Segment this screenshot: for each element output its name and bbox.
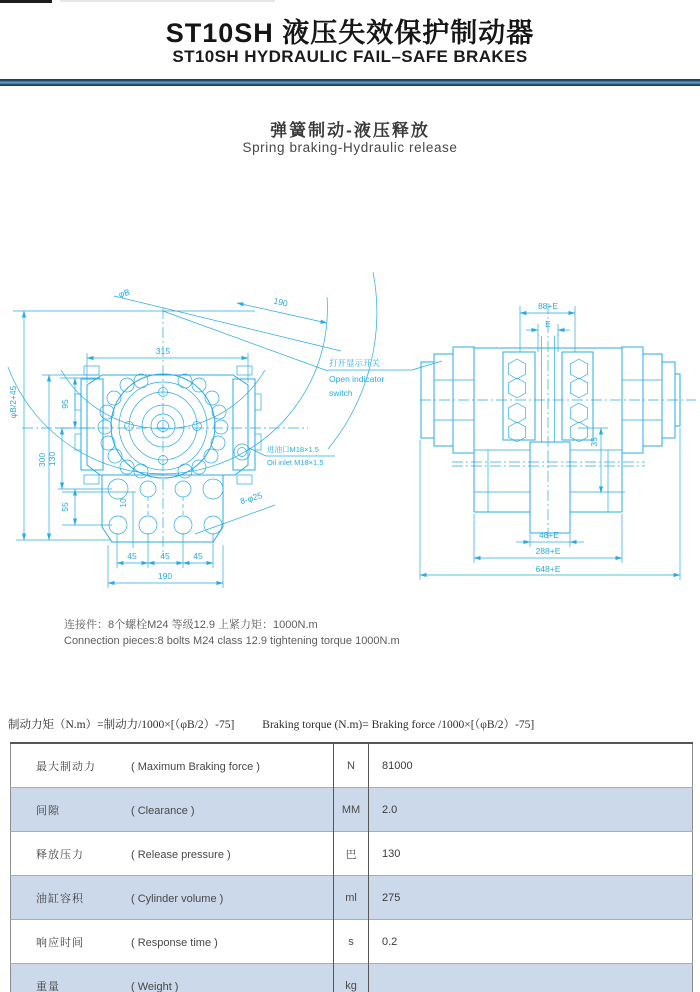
switch-label-en2: switch <box>329 388 353 398</box>
spec-value: 2.0 <box>369 788 693 832</box>
spec-value: 0.2 <box>369 920 693 964</box>
dim-label-130: 130 <box>47 451 57 467</box>
dim-label-phi-b: φB <box>117 286 131 300</box>
dim-label-45-1: 45 <box>127 551 137 561</box>
table-row <box>11 743 693 788</box>
spec-name-cn: 响应时间 <box>36 936 84 949</box>
dim-label-648e: 648+E <box>535 564 561 574</box>
switch-label-en1: Open indicator <box>329 374 385 384</box>
dim-label-45-3: 45 <box>193 551 203 561</box>
spec-name-cn: 最大制动力 <box>36 760 96 773</box>
dim-label-8-phi25: 8-φ25 <box>238 490 264 507</box>
connection-note-cn: 连接件：8个螺栓M24 等级12.9 上紧力矩：1000N.m <box>64 619 318 631</box>
spec-unit: s <box>334 920 369 964</box>
page-subtitle: ST10SH HYDRAULIC FAIL–SAFE BRAKES <box>172 47 528 66</box>
spec-unit: MM <box>334 788 369 832</box>
connection-note <box>64 617 400 649</box>
dim-label-10: 10 <box>118 498 128 508</box>
spec-name-en: ( Cylinder volume ) <box>131 892 224 905</box>
scan-artifact <box>60 0 275 2</box>
technical-drawing <box>0 262 700 614</box>
page-title: ST10SH 液压失效保护制动器 <box>165 18 535 48</box>
braking-torque-formula <box>8 716 698 732</box>
dim-label-300: 300 <box>37 452 47 468</box>
spec-name-en: ( Release pressure ) <box>131 848 231 861</box>
table-row <box>11 788 693 832</box>
dim-label-95: 95 <box>60 399 70 409</box>
dim-label-190-top: 190 <box>272 295 289 309</box>
formula-en: Braking torque (N.m)= Braking force /1000×[（φB/2）-75] <box>262 719 535 731</box>
divider-bar <box>0 79 700 86</box>
dim-label-88e: 88+E <box>537 301 559 311</box>
spec-name-en: ( Weight ) <box>131 980 179 992</box>
spec-value <box>369 964 693 992</box>
spec-name-en: ( Response time ) <box>131 936 218 949</box>
formula-cn: 制动力矩（N.m）=制动力/1000×[（φB/2）-75] <box>8 719 235 731</box>
oil-inlet-label-cn: 进油口M18×1.5 <box>267 445 319 454</box>
table-row <box>11 920 693 964</box>
section-title-cn: 弹簧制动-液压释放 <box>270 121 430 140</box>
dim-label-e: E <box>545 319 551 329</box>
spec-value: 130 <box>369 832 693 876</box>
front-view-drawing <box>8 272 377 588</box>
spec-name-cn: 释放压力 <box>36 848 84 861</box>
table-row <box>11 876 693 920</box>
spec-name-en: ( Clearance ) <box>131 804 195 817</box>
dim-label-55: 55 <box>60 502 70 512</box>
connection-note-en: Connection pieces:8 bolts M24 class 12.9 tightening torque 1000N.m <box>64 635 400 647</box>
spec-name-cn: 油缸容积 <box>36 892 84 905</box>
oil-inlet-label-en: Oil inlet M18×1.5 <box>267 458 324 467</box>
scan-artifact <box>0 0 52 3</box>
dim-label-190-bottom: 190 <box>157 571 173 581</box>
side-view-drawing <box>328 301 696 580</box>
table-row <box>11 832 693 876</box>
spec-table <box>10 742 693 992</box>
dim-label-48e: 48+E <box>538 530 560 540</box>
spec-unit: 巴 <box>334 832 369 876</box>
dim-label-315: 315 <box>155 346 171 356</box>
spec-unit: kg <box>334 964 369 992</box>
dim-label-288e: 288+E <box>535 546 561 556</box>
table-row <box>11 964 693 992</box>
switch-label-cn: 打开显示开关 <box>329 358 381 368</box>
section-title-en: Spring braking-Hydraulic release <box>242 140 458 155</box>
spec-name-cn: 间隙 <box>36 804 60 817</box>
dim-label-phi-b2-45: φB/2+45 <box>8 385 18 419</box>
dim-label-35: 35 <box>589 437 599 447</box>
spec-value: 81000 <box>382 759 413 772</box>
spec-name-en: ( Maximum Braking force ) <box>131 760 260 773</box>
spec-name-cn: 重量 <box>36 980 60 992</box>
dim-label-45-2: 45 <box>160 551 170 561</box>
spec-value: 275 <box>369 876 693 920</box>
spec-unit: ml <box>334 876 369 920</box>
spec-unit: N <box>334 743 369 788</box>
